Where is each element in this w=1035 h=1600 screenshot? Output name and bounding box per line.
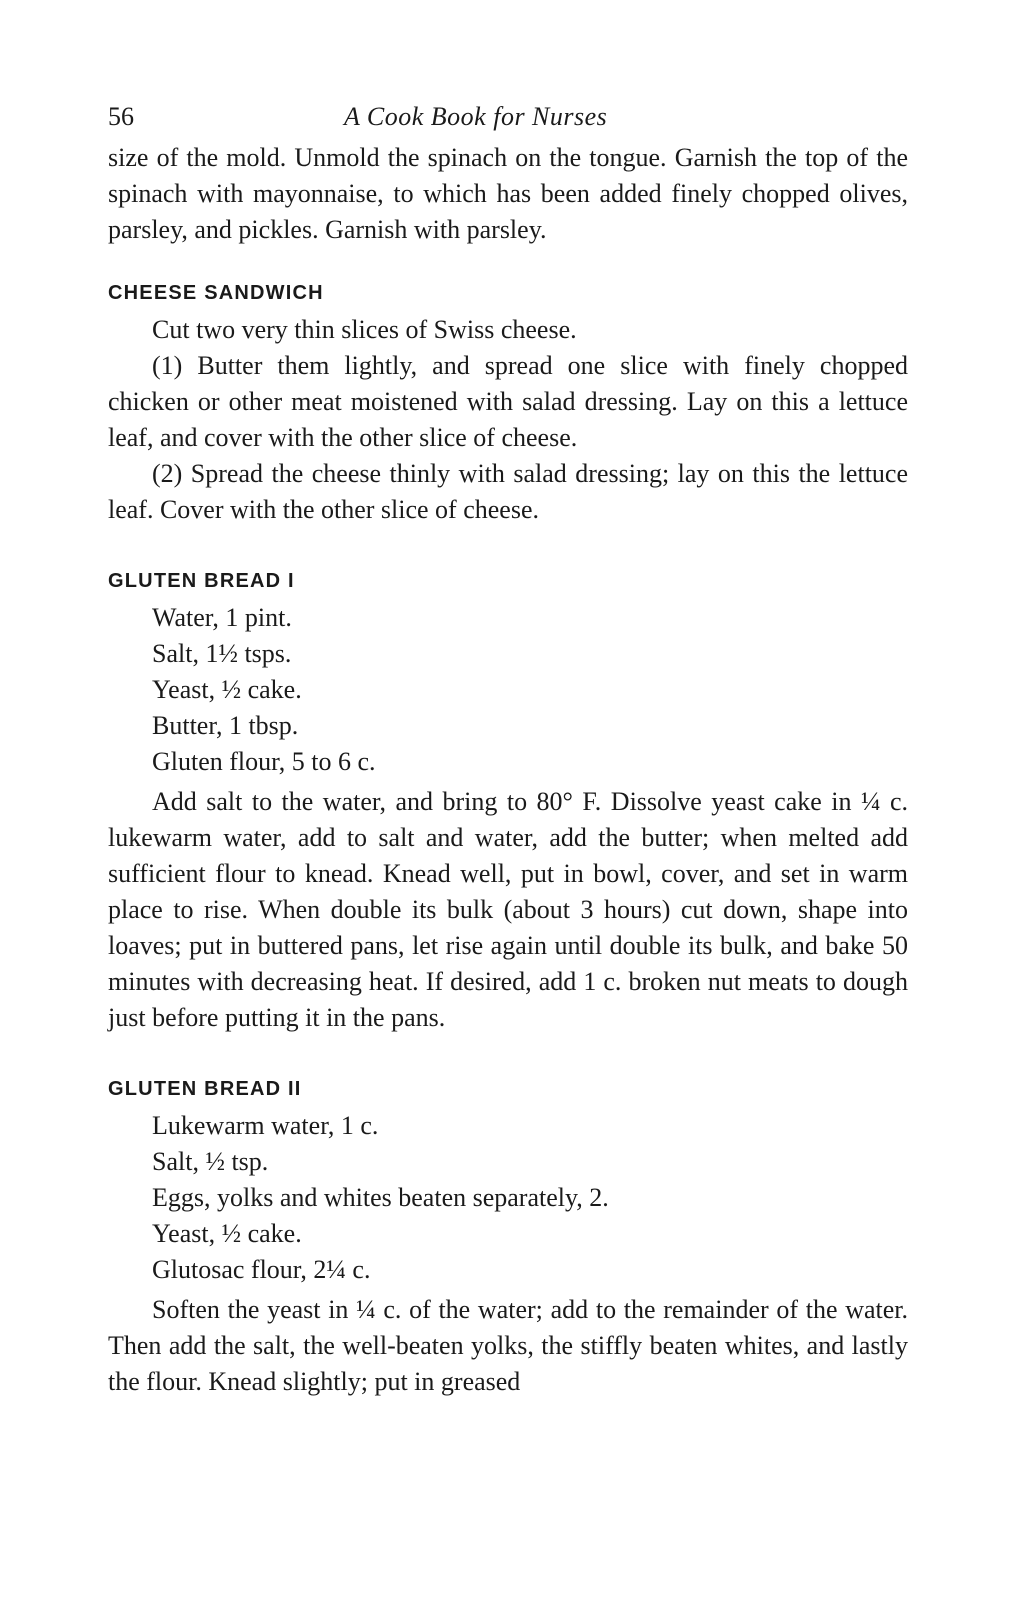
method-paragraph: Add salt to the water, and bring to 80° F. Dissolve yeast cake in ¼ c. lukewarm water, add to salt and water, add the butter; when melted add sufficient flour to knead. Knead well, put in bowl, cover, and set in warm place to rise. When double its bulk (about 3 hours) cut down, shape into loaves; put in buttered pans, let rise again until double its bulk, and bake 50 minutes with decreasing heat. If desired, add 1 c. broken nut meats to dough just before putting it in the pans. xyxy=(108,787,908,1032)
recipe-paragraph: (2) Spread the cheese thinly with salad dressing; lay on this the lettuce leaf. Cover with the other slice of cheese. xyxy=(108,459,908,524)
ingredient-item: Yeast, ½ cake. xyxy=(152,675,302,704)
continued-paragraph: size of the mold. Unmold the spinach on the tongue. Garnish the top of the spinach with mayonnaise, to which has been added finely chopped olives, parsley, and pickles. Garnish with parsley. xyxy=(108,143,908,244)
page-number: 56 xyxy=(108,102,134,131)
section-gluten-bread-2 xyxy=(108,1108,908,1400)
ingredient-item: Eggs, yolks and whites beaten separately, 2. xyxy=(152,1183,609,1212)
section-title-gluten-bread-2: GLUTEN BREAD II xyxy=(108,1078,302,1100)
section-title-gluten-bread-1: GLUTEN BREAD I xyxy=(108,570,295,592)
method-paragraph: Soften the yeast in ¼ c. of the water; add to the remainder of the water. Then add the salt, the well-beaten yolks, the stiffly beaten whites, and lastly the flour. Knead slightly; put in greased xyxy=(108,1295,908,1396)
recipe-paragraph: (1) Butter them lightly, and spread one slice with finely chopped chicken or other meat moistened with salad dressing. Lay on this a lettuce leaf, and cover with the other slice of cheese. xyxy=(108,351,908,452)
ingredient-item: Butter, 1 tbsp. xyxy=(152,711,299,740)
recipe-paragraph: Cut two very thin slices of Swiss cheese. xyxy=(152,315,577,344)
book-page xyxy=(108,96,908,1400)
ingredient-item: Lukewarm water, 1 c. xyxy=(152,1111,379,1140)
running-title: A Cook Book for Nurses xyxy=(344,102,608,131)
ingredient-list xyxy=(108,1108,908,1288)
ingredient-item: Glutosac flour, 2¼ c. xyxy=(152,1255,371,1284)
section-title-cheese-sandwich: CHEESE SANDWICH xyxy=(108,282,324,304)
ingredient-list xyxy=(108,600,908,780)
page-header xyxy=(108,96,908,140)
ingredient-item: Water, 1 pint. xyxy=(152,603,292,632)
section-cheese-sandwich xyxy=(108,312,908,528)
ingredient-item: Gluten flour, 5 to 6 c. xyxy=(152,747,376,776)
section-gluten-bread-1 xyxy=(108,600,908,1036)
ingredient-item: Salt, 1½ tsps. xyxy=(152,639,292,668)
page-body xyxy=(108,140,908,1400)
ingredient-item: Salt, ½ tsp. xyxy=(152,1147,269,1176)
ingredient-item: Yeast, ½ cake. xyxy=(152,1219,302,1248)
